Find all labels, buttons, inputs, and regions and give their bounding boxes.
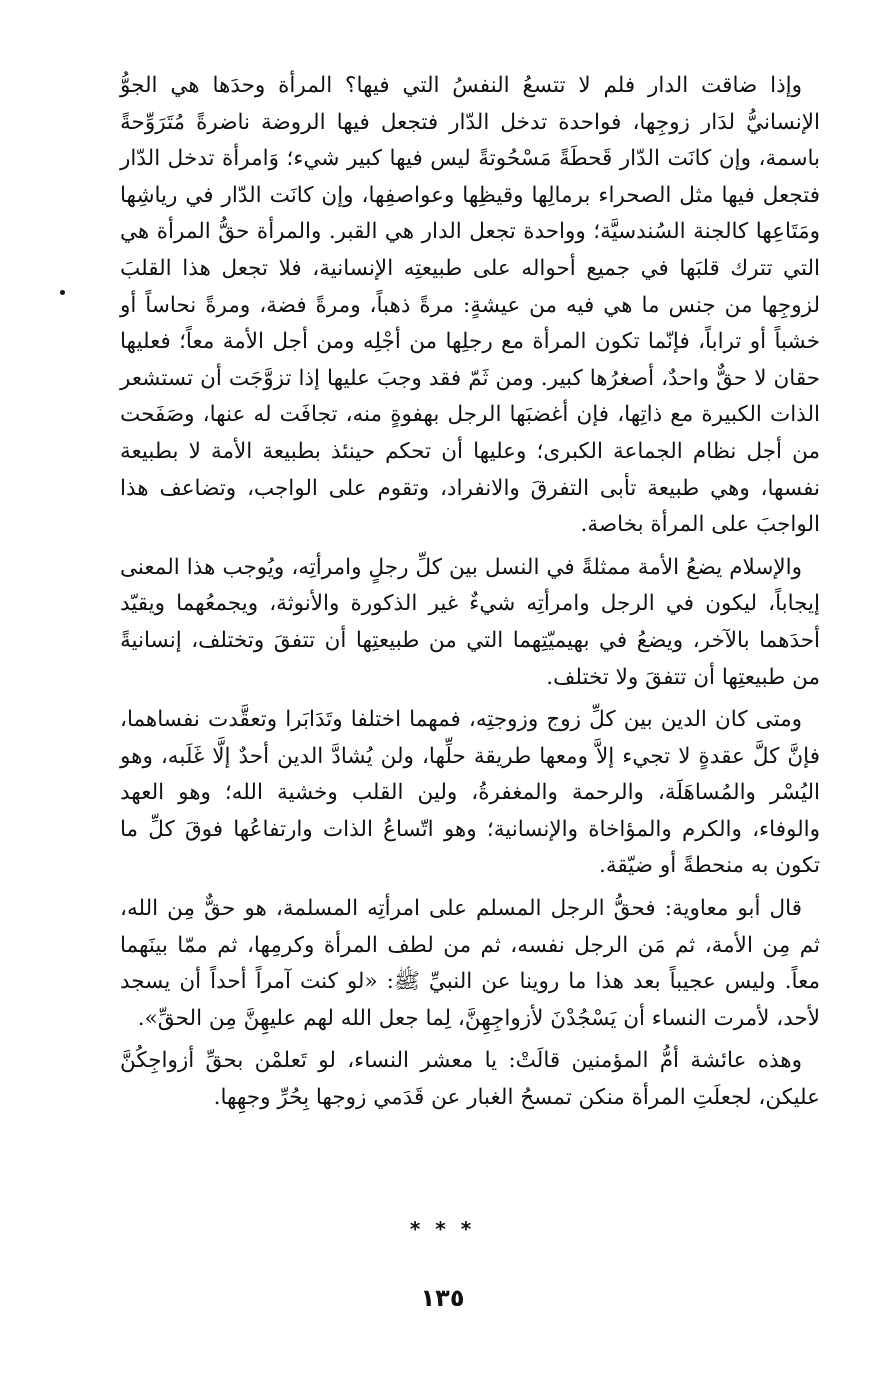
paragraph-2: والإسلام يضعُ الأمة ممثلةً في النسل بين كلِّ رجلٍ وامرأتِه، ويُوجب هذا المعنى إيجاباً، ليكون في الرجل وامرأتِه شيءٌ غير الذكورة والأنوثة، ويجمعُهما ويقيّد أحدَهما بالآخر، ويضعُ في بهيميّتِهما التي من طبيعتِها أن تتفقَ وتختلف، إنسانيةً من طبيعتِها أن تتفقَ ولا تختلف.	[120, 554, 820, 690]
page-number: ١٣٥	[420, 1284, 465, 1312]
paragraph-5: وهذه عائشة أمُّ المؤمنين قالَتْ: يا معشر النساء، لو تَعلمْن بحقِّ أزواجِكُنَّ عليكن، لجعلَتِ المرأة منكن تمسحُ الغبار عن قَدَمي زوجها بِحُرِّ وجهِها.	[120, 1048, 820, 1111]
section-separator: * * *	[409, 1217, 476, 1241]
paragraph-1: وإذا ضاقت الدار فلم لا تتسعُ النفسُ التي فيها؟ المرأة وحدَها هي الجوُّ الإنسانيُّ لدَار زوجِها، فواحدة تدخل الدّار فتجعل فيها الروضة ناضرةً مُتَرَوِّحةً باسمة، وإن كانَت الدّار قَحطَةً مَسْحُوتةً ليس فيها كبير شيء؛ وَامرأة تدخل الدّار فتجعل فيها مثل الصحراء برمالِها وقيظِها وعواصفِها، وإن كانَت الدّار في رياشِها ومَتَاعِها كالجنة السُندسيَّة؛ وواحدة تجعل الدار هي القبر. والمرأة حقُّ المرأة هي التي تترك قلبَها في جميع أحواله على طبيعتِه الإنسانية، فلا تجعل هذا القلبَ لزوجِها من جنس ما هي فيه من عيشةٍ: مرةً ذهباً، ومرةً فضة، ومرةً نحاساً أو خشباً أو تراباً، فإنّما تكون المرأة مع رجلِها من أجْلِه ومن أجل الأمة معاً؛ فعليها حقان لا حقٌّ واحدٌ، أصغرُها كبير. ومن ثَمّ فقد وجبَ عليها إذا تزوَّجَت أن تستشعر الذات الكبيرة مع ذاتِها، فإن أغضبَها الرجل بهفوةٍ منه، تجافَت له عنها، وصَفَحت من أجل نظام الجماعة الكبرى؛ وعليها أن تحكم حينئذ بطبيعة الأمة لا بطبيعة نفسها، وهي طبيعة تأبى التفرقَ والانفراد، وتقوم على الواجب، وتضاعف هذا الواجبَ على المرأة بخاصة.	[120, 73, 820, 538]
paragraph-3: ومتى كان الدين بين كلِّ زوج وزوجتِه، فمهما اختلفا وتَدَابَرا وتعقَّدت نفساهما، فإنَّ كلَّ عقدةٍ لا تجيء إلاَّ ومعها طريقة حلِّها، ولن يُشادَّ الدين أحدٌ إلَّا غَلَبه، وهو اليُسْر والمُساهَلَة، والرحمة والمغفرةُ، ولين القلب وخشية الله؛ وهو العهد والوفاء، والكرم والمؤاخاة والإنسانية؛ وهو اتّساعُ الذات وارتفاعُها فوقَ كلِّ ما تكون به منحطةً أو ضيّقة.	[120, 707, 820, 879]
body-text	[120, 68, 820, 1123]
paragraph-4: قال أبو معاوية: فحقُّ الرجل المسلم على امرأتِه المسلمة، هو حقٌّ مِن الله، ثم مِن الأمة، ثم مَن الرجل نفسه، ثم من لطف المرأة وكرمِها، ثم ممّا بينَهما معاً. وليس عجيباً بعد هذا ما روينا عن النبيِّ ﷺ: «لو كنت آمراً أحداً أن يسجد لأحد، لأمرت النساء أن يَسْجُدْنَ لأزواجِهِنَّ، لِما جعل الله لهم عليهِنَّ مِن الحقِّ».	[120, 896, 820, 1031]
margin-dot-mark	[60, 290, 65, 295]
